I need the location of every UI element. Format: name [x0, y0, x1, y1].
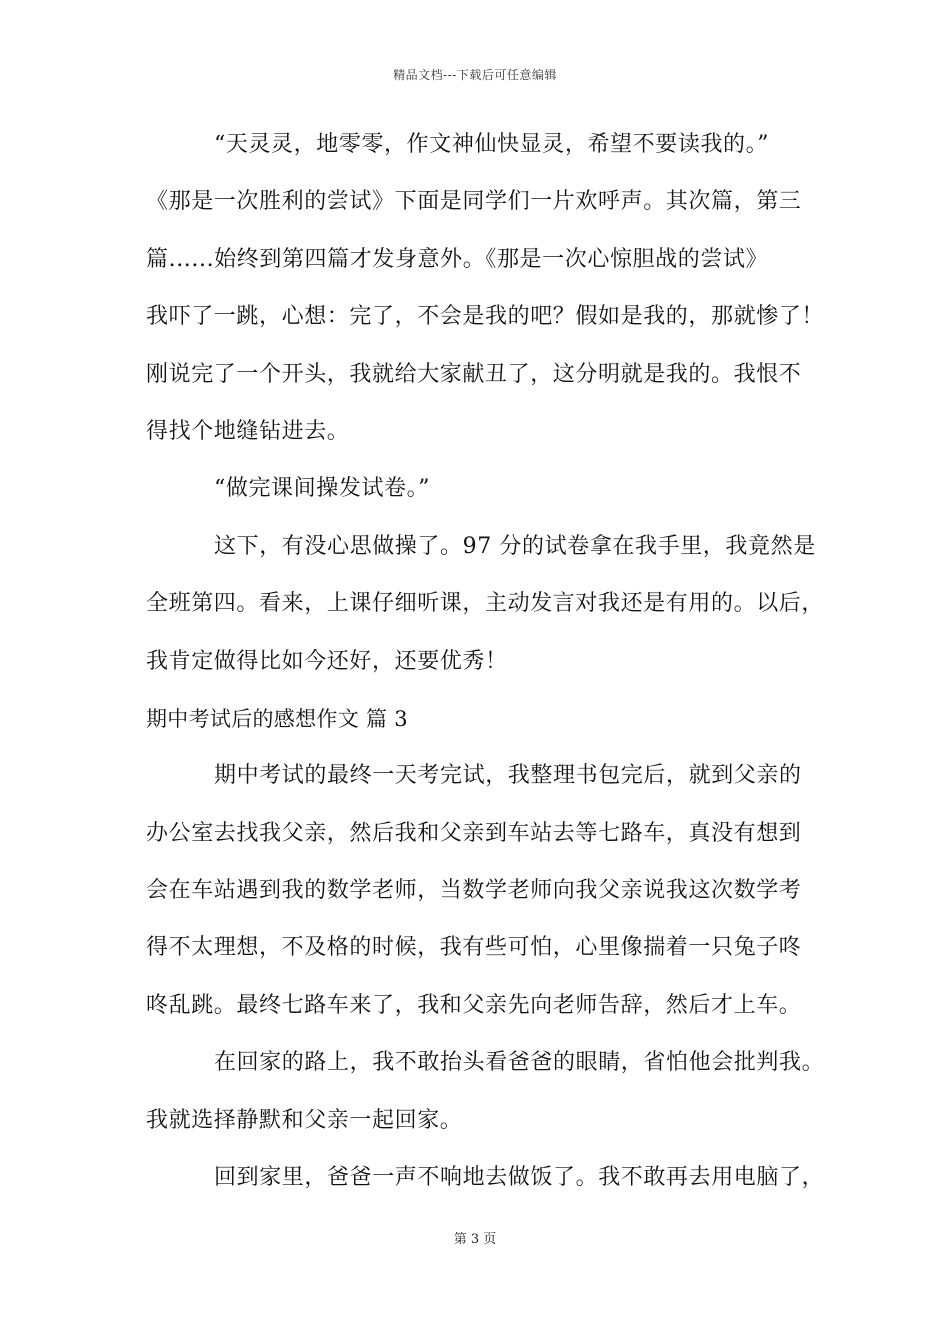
- paragraph-line: 会在车站遇到我的数学老师，当数学老师向我父亲说我这次数学考: [146, 878, 802, 904]
- document-header: 精品文档---下载后可任意编辑: [393, 68, 557, 82]
- paragraph-line: 我就选择静默和父亲一起回家。: [146, 1107, 463, 1133]
- paragraph-line: 全班第四。看来，上课仔细听课，主动发言对我还是有用的。以后，: [146, 591, 825, 617]
- paragraph-line: 篇......始终到第四篇才发身意外。《那是一次心惊胆战的尝试》: [146, 246, 769, 272]
- paragraph-line: 这下，有没心思做操了。97 分的试卷拿在我手里，我竟然是: [214, 533, 816, 559]
- paragraph-line: 《那是一次胜利的尝试》下面是同学们一片欢呼声。其次篇，第三: [146, 189, 802, 215]
- paragraph-line: 回到家里，爸爸一声不响地去做饭了。我不敢再去用电脑了，: [214, 1165, 825, 1191]
- paragraph-line: 我肯定做得比如今还好，还要优秀！: [146, 648, 508, 674]
- paragraph-line: 在回家的路上，我不敢抬头看爸爸的眼睛，省怕他会批判我。: [214, 1050, 825, 1076]
- paragraph-line: 刚说完了一个开头，我就给大家献丑了，这分明就是我的。我恨不: [146, 361, 802, 387]
- paragraph-line: 办公室去找我父亲，然后我和父亲到车站去等七路车，真没有想到: [146, 820, 802, 846]
- paragraph-line: 咚乱跳。最终七路车来了，我和父亲先向老师告辞，然后才上车。: [146, 992, 802, 1018]
- document-body: [146, 125, 826, 1215]
- page-number: 第 3 页: [453, 1232, 497, 1247]
- paragraph-line: 得不太理想，不及格的时候，我有些可怕，心里像揣着一只兔子咚: [146, 935, 802, 961]
- paragraph-line: 得找个地缝钻进去。: [146, 418, 350, 444]
- paragraph-line: “做完课间操发试卷。”: [214, 476, 431, 502]
- section-heading: 期中考试后的感想作文 篇 3: [146, 706, 408, 731]
- paragraph-line: 我吓了一跳，心想：完了，不会是我的吧？假如是我的，那就惨了！: [146, 304, 825, 330]
- paragraph-line: “天灵灵，地零零，作文神仙快显灵，希望不要读我的。”: [214, 132, 770, 157]
- paragraph-line: 期中考试的最终一天考完试，我整理书包完后，就到父亲的: [214, 763, 802, 789]
